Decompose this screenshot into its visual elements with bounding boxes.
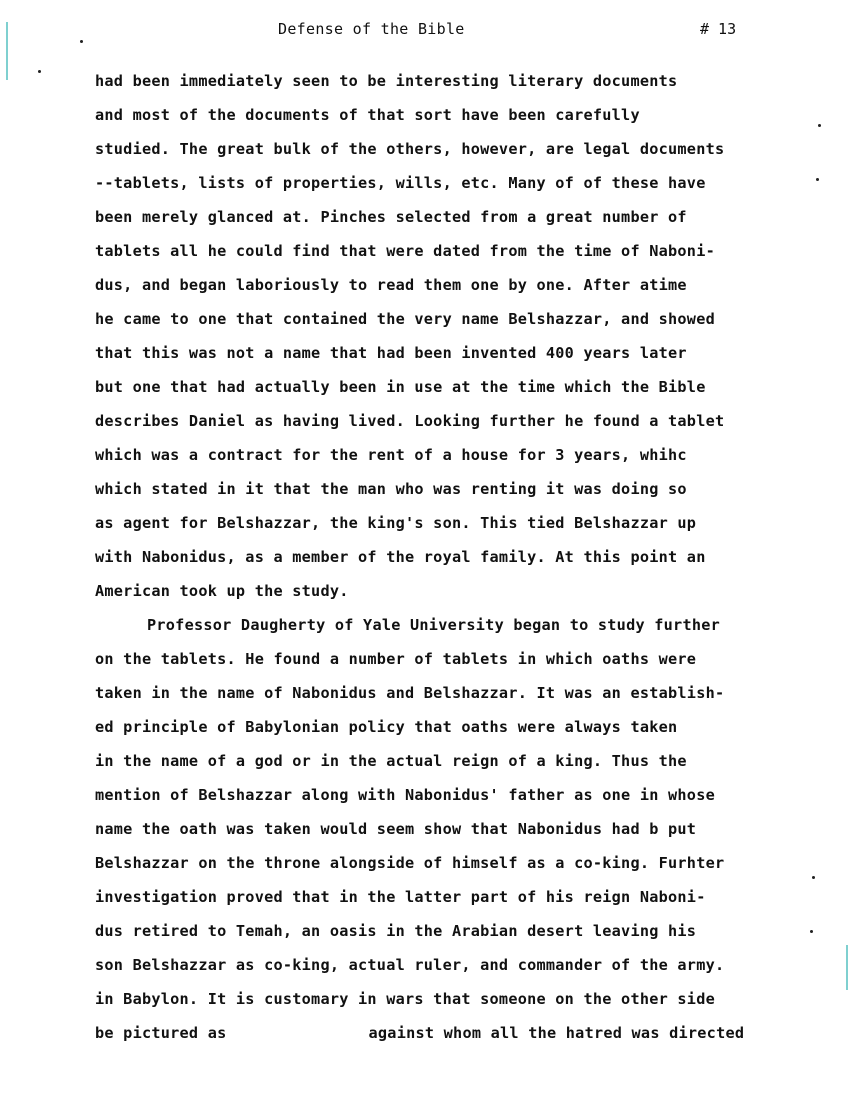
text-line: and most of the documents of that sort have been carefully: [95, 106, 640, 124]
text-line: investigation proved that in the latter part of his reign Naboni-: [95, 888, 706, 906]
page-number: # 13: [700, 20, 737, 38]
final-line-start: be pictured as: [95, 1024, 227, 1042]
text-line: with Nabonidus, as a member of the royal family. At this point an: [95, 548, 706, 566]
final-line-end: against whom all the hatred was directed: [368, 1024, 745, 1042]
text-line: ed principle of Babylonian policy that oaths were always taken: [95, 718, 678, 736]
text-line: which was a contract for the rent of a house for 3 years, whihc: [95, 446, 687, 464]
text-line: in Babylon. It is customary in wars that someone on the other side: [95, 990, 715, 1008]
text-line: taken in the name of Nabonidus and Belshazzar. It was an establish-: [95, 684, 725, 702]
margin-mark-left: [6, 22, 8, 80]
text-line: on the tablets. He found a number of tablets in which oaths were: [95, 650, 697, 668]
text-line: in the name of a god or in the actual reign of a king. Thus the: [95, 752, 687, 770]
scan-speck: [812, 876, 815, 879]
text-line: American took up the study.: [95, 582, 349, 600]
scan-speck: [38, 70, 41, 73]
text-line: --tablets, lists of properties, wills, etc. Many of of these have: [95, 174, 706, 192]
text-line: Belshazzar on the throne alongside of himself as a co-king. Furhter: [95, 854, 725, 872]
scan-speck: [810, 930, 813, 933]
scan-speck: [80, 40, 83, 43]
scan-speck: [816, 178, 819, 181]
text-line: name the oath was taken would seem show that Nabonidus had b put: [95, 820, 697, 838]
document-title: Defense of the Bible: [278, 20, 465, 38]
page-header: [0, 20, 852, 42]
paragraph-2: [95, 608, 815, 1050]
text-line: Professor Daugherty of Yale University began to study further: [147, 616, 721, 634]
text-line: which stated in it that the man who was renting it was doing so: [95, 480, 687, 498]
text-line: dus, and began laboriously to read them one by one. After atime: [95, 276, 687, 294]
text-line: son Belshazzar as co-king, actual ruler, and commander of the army.: [95, 956, 725, 974]
text-line: describes Daniel as having lived. Looking further he found a tablet: [95, 412, 725, 430]
text-line: mention of Belshazzar along with Nabonidus' father as one in whose: [95, 786, 715, 804]
margin-mark-right: [846, 945, 848, 990]
text-line: as agent for Belshazzar, the king's son. This tied Belshazzar up: [95, 514, 697, 532]
paragraph-1: [95, 64, 815, 608]
text-line: been merely glanced at. Pinches selected from a great number of: [95, 208, 687, 226]
text-line: he came to one that contained the very name Belshazzar, and showed: [95, 310, 715, 328]
text-line: tablets all he could find that were dated from the time of Naboni-: [95, 242, 715, 260]
text-line: dus retired to Temah, an oasis in the Arabian desert leaving his: [95, 922, 697, 940]
text-line: studied. The great bulk of the others, however, are legal documents: [95, 140, 725, 158]
document-body: [95, 64, 815, 1050]
text-line: but one that had actually been in use at the time which the Bible: [95, 378, 706, 396]
text-line: that this was not a name that had been invented 400 years later: [95, 344, 687, 362]
text-line-final: [95, 1016, 815, 1050]
scan-speck: [818, 124, 821, 127]
text-line: had been immediately seen to be interesting literary documents: [95, 72, 678, 90]
